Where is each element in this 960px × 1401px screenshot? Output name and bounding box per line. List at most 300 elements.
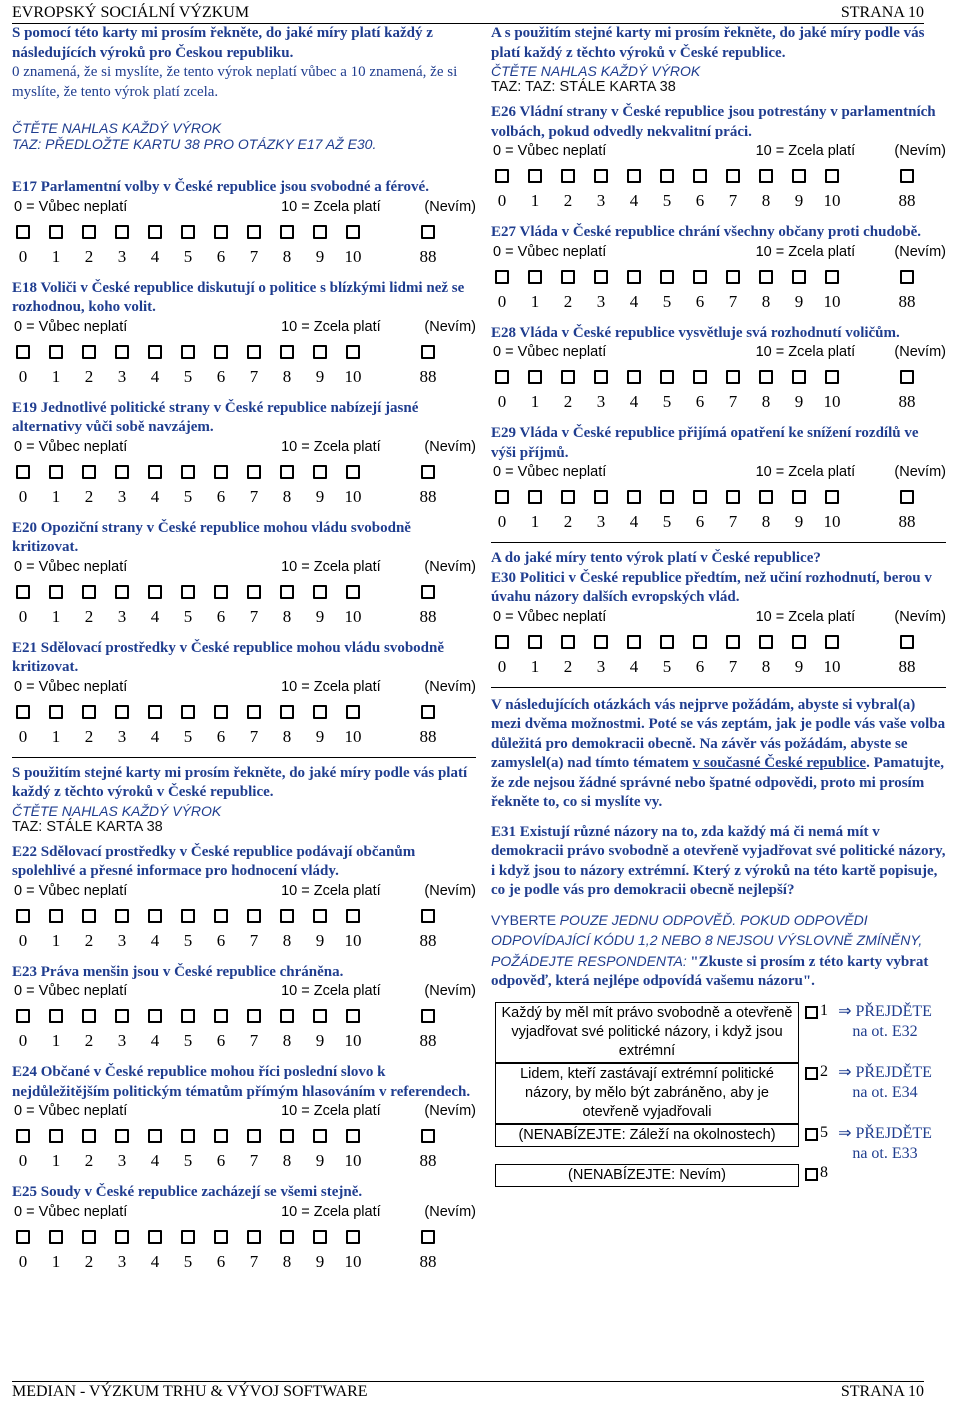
- checkbox-icon[interactable]: [726, 370, 740, 384]
- checkbox-icon[interactable]: [825, 169, 839, 183]
- checkbox-icon[interactable]: [693, 270, 707, 284]
- checkbox-icon[interactable]: [561, 490, 575, 504]
- scale-option-8[interactable]: [755, 163, 777, 211]
- checkbox-icon[interactable]: [115, 1129, 129, 1143]
- response-code[interactable]: [799, 1002, 835, 1020]
- checkbox-icon[interactable]: [660, 635, 674, 649]
- checkbox-icon[interactable]: [561, 635, 575, 649]
- scale-option-9[interactable]: [309, 219, 331, 267]
- scale-option-4[interactable]: [144, 1123, 166, 1171]
- checkbox-icon[interactable]: [115, 345, 129, 359]
- checkbox-icon[interactable]: [627, 370, 641, 384]
- scale-option-1[interactable]: [45, 699, 67, 747]
- checkbox-icon[interactable]: [693, 490, 707, 504]
- checkbox-icon[interactable]: [82, 1230, 96, 1244]
- checkbox-icon[interactable]: [660, 370, 674, 384]
- checkbox-icon[interactable]: [495, 270, 509, 284]
- scale-option-5[interactable]: [177, 1224, 199, 1272]
- scale-option-3[interactable]: [590, 484, 612, 532]
- scale-option-0[interactable]: [491, 364, 513, 412]
- scale-option-2[interactable]: [78, 1123, 100, 1171]
- checkbox-icon[interactable]: [16, 1009, 30, 1023]
- checkbox-icon[interactable]: [148, 465, 162, 479]
- scale-option-8[interactable]: [755, 484, 777, 532]
- checkbox-icon[interactable]: [214, 345, 228, 359]
- checkbox-icon[interactable]: [313, 705, 327, 719]
- checkbox-icon[interactable]: [660, 490, 674, 504]
- checkbox-icon[interactable]: [115, 585, 129, 599]
- checkbox-icon[interactable]: [214, 225, 228, 239]
- checkbox-icon[interactable]: [594, 635, 608, 649]
- checkbox-icon[interactable]: [280, 1009, 294, 1023]
- checkbox-icon[interactable]: [346, 345, 360, 359]
- checkbox-icon[interactable]: [148, 585, 162, 599]
- checkbox-icon[interactable]: [594, 370, 608, 384]
- checkbox-icon[interactable]: [214, 1009, 228, 1023]
- scale-option-0[interactable]: [491, 629, 513, 677]
- checkbox-icon[interactable]: [115, 909, 129, 923]
- scale-option-6[interactable]: [210, 579, 232, 627]
- scale-option-2[interactable]: [557, 163, 579, 211]
- checkbox-icon[interactable]: [181, 1230, 195, 1244]
- scale-option-4[interactable]: [144, 1224, 166, 1272]
- checkbox-icon[interactable]: [421, 225, 435, 239]
- scale-option-3[interactable]: [111, 1224, 133, 1272]
- response-row[interactable]: [495, 1002, 946, 1063]
- scale-option-10[interactable]: [821, 163, 843, 211]
- checkbox-icon[interactable]: [627, 169, 641, 183]
- scale-option-5[interactable]: [656, 163, 678, 211]
- checkbox-icon[interactable]: [214, 465, 228, 479]
- scale-option-9[interactable]: [309, 459, 331, 507]
- scale-option-4[interactable]: [144, 579, 166, 627]
- checkbox-icon[interactable]: [561, 169, 575, 183]
- checkbox-icon[interactable]: [759, 270, 773, 284]
- checkbox-icon[interactable]: [561, 270, 575, 284]
- checkbox-icon[interactable]: [825, 370, 839, 384]
- checkbox-icon[interactable]: [16, 465, 30, 479]
- checkbox-icon[interactable]: [181, 225, 195, 239]
- scale-option-5[interactable]: [177, 1123, 199, 1171]
- scale-option-10[interactable]: [821, 364, 843, 412]
- scale-option-1[interactable]: [524, 629, 546, 677]
- scale-option-3[interactable]: [111, 1123, 133, 1171]
- scale-option-88[interactable]: [896, 264, 918, 312]
- scale-option-0[interactable]: [12, 1003, 34, 1051]
- checkbox-icon[interactable]: [247, 1230, 261, 1244]
- scale-option-2[interactable]: [557, 264, 579, 312]
- checkbox-icon[interactable]: [660, 169, 674, 183]
- checkbox-icon[interactable]: [313, 585, 327, 599]
- scale-option-1[interactable]: [45, 579, 67, 627]
- checkbox-icon[interactable]: [115, 225, 129, 239]
- checkbox-icon[interactable]: [181, 1129, 195, 1143]
- scale-option-0[interactable]: [12, 339, 34, 387]
- checkbox-icon[interactable]: [421, 345, 435, 359]
- checkbox-icon[interactable]: [49, 1230, 63, 1244]
- checkbox-icon[interactable]: [16, 1230, 30, 1244]
- checkbox-icon[interactable]: [421, 585, 435, 599]
- checkbox-icon[interactable]: [82, 909, 96, 923]
- checkbox-icon[interactable]: [280, 705, 294, 719]
- checkbox-icon[interactable]: [495, 635, 509, 649]
- response-row[interactable]: [495, 1164, 946, 1187]
- checkbox-icon[interactable]: [16, 705, 30, 719]
- scale-option-6[interactable]: [689, 484, 711, 532]
- scale-option-1[interactable]: [45, 459, 67, 507]
- checkbox-icon[interactable]: [16, 225, 30, 239]
- scale-option-3[interactable]: [111, 579, 133, 627]
- scale-option-0[interactable]: [491, 264, 513, 312]
- scale-option-8[interactable]: [276, 1003, 298, 1051]
- checkbox-icon[interactable]: [148, 909, 162, 923]
- checkbox-icon[interactable]: [49, 909, 63, 923]
- checkbox-icon[interactable]: [627, 270, 641, 284]
- scale-option-2[interactable]: [78, 903, 100, 951]
- scale-option-5[interactable]: [656, 264, 678, 312]
- scale-option-2[interactable]: [557, 364, 579, 412]
- scale-option-0[interactable]: [12, 1123, 34, 1171]
- checkbox-icon[interactable]: [247, 909, 261, 923]
- checkbox-icon[interactable]: [313, 465, 327, 479]
- scale-option-6[interactable]: [210, 1003, 232, 1051]
- response-code[interactable]: [799, 1063, 835, 1081]
- scale-option-2[interactable]: [557, 484, 579, 532]
- checkbox-icon[interactable]: [805, 1006, 818, 1019]
- checkbox-icon[interactable]: [528, 490, 542, 504]
- scale-option-1[interactable]: [524, 163, 546, 211]
- checkbox-icon[interactable]: [82, 705, 96, 719]
- scale-option-9[interactable]: [309, 903, 331, 951]
- scale-option-7[interactable]: [722, 163, 744, 211]
- scale-option-0[interactable]: [491, 163, 513, 211]
- checkbox-icon[interactable]: [313, 345, 327, 359]
- scale-option-1[interactable]: [45, 219, 67, 267]
- scale-option-10[interactable]: [342, 1123, 364, 1171]
- scale-option-8[interactable]: [276, 699, 298, 747]
- checkbox-icon[interactable]: [16, 345, 30, 359]
- scale-option-7[interactable]: [722, 264, 744, 312]
- checkbox-icon[interactable]: [247, 345, 261, 359]
- scale-option-0[interactable]: [12, 1224, 34, 1272]
- scale-option-7[interactable]: [243, 699, 265, 747]
- scale-option-2[interactable]: [78, 699, 100, 747]
- checkbox-icon[interactable]: [792, 635, 806, 649]
- scale-option-4[interactable]: [623, 364, 645, 412]
- checkbox-icon[interactable]: [346, 1129, 360, 1143]
- scale-option-8[interactable]: [755, 629, 777, 677]
- checkbox-icon[interactable]: [900, 270, 914, 284]
- scale-option-5[interactable]: [177, 339, 199, 387]
- checkbox-icon[interactable]: [148, 1009, 162, 1023]
- scale-option-1[interactable]: [45, 1003, 67, 1051]
- scale-option-10[interactable]: [342, 1003, 364, 1051]
- scale-option-4[interactable]: [144, 903, 166, 951]
- scale-option-1[interactable]: [524, 484, 546, 532]
- checkbox-icon[interactable]: [148, 225, 162, 239]
- checkbox-icon[interactable]: [16, 585, 30, 599]
- checkbox-icon[interactable]: [900, 370, 914, 384]
- checkbox-icon[interactable]: [115, 465, 129, 479]
- checkbox-icon[interactable]: [346, 225, 360, 239]
- scale-option-88[interactable]: [417, 219, 439, 267]
- scale-option-3[interactable]: [590, 364, 612, 412]
- scale-option-1[interactable]: [45, 339, 67, 387]
- scale-option-9[interactable]: [309, 1123, 331, 1171]
- checkbox-icon[interactable]: [528, 370, 542, 384]
- checkbox-icon[interactable]: [82, 1129, 96, 1143]
- checkbox-icon[interactable]: [280, 909, 294, 923]
- scale-option-3[interactable]: [111, 339, 133, 387]
- checkbox-icon[interactable]: [805, 1168, 818, 1181]
- scale-option-7[interactable]: [243, 219, 265, 267]
- checkbox-icon[interactable]: [346, 909, 360, 923]
- checkbox-icon[interactable]: [759, 635, 773, 649]
- scale-option-10[interactable]: [342, 1224, 364, 1272]
- scale-option-0[interactable]: [491, 484, 513, 532]
- scale-option-6[interactable]: [689, 364, 711, 412]
- checkbox-icon[interactable]: [148, 705, 162, 719]
- scale-option-0[interactable]: [12, 903, 34, 951]
- checkbox-icon[interactable]: [49, 1009, 63, 1023]
- scale-option-1[interactable]: [45, 1224, 67, 1272]
- checkbox-icon[interactable]: [594, 490, 608, 504]
- checkbox-icon[interactable]: [49, 225, 63, 239]
- checkbox-icon[interactable]: [49, 705, 63, 719]
- scale-option-88[interactable]: [896, 364, 918, 412]
- scale-option-5[interactable]: [177, 699, 199, 747]
- scale-option-88[interactable]: [417, 1224, 439, 1272]
- checkbox-icon[interactable]: [49, 1129, 63, 1143]
- checkbox-icon[interactable]: [148, 345, 162, 359]
- scale-option-0[interactable]: [12, 459, 34, 507]
- scale-option-0[interactable]: [12, 579, 34, 627]
- scale-option-9[interactable]: [788, 264, 810, 312]
- scale-option-8[interactable]: [276, 219, 298, 267]
- checkbox-icon[interactable]: [759, 169, 773, 183]
- checkbox-icon[interactable]: [805, 1128, 818, 1141]
- checkbox-icon[interactable]: [421, 705, 435, 719]
- scale-option-6[interactable]: [210, 1123, 232, 1171]
- scale-option-9[interactable]: [788, 364, 810, 412]
- scale-option-88[interactable]: [417, 339, 439, 387]
- scale-option-7[interactable]: [243, 903, 265, 951]
- scale-option-8[interactable]: [755, 364, 777, 412]
- scale-option-8[interactable]: [755, 264, 777, 312]
- checkbox-icon[interactable]: [115, 1009, 129, 1023]
- scale-option-10[interactable]: [342, 903, 364, 951]
- checkbox-icon[interactable]: [16, 909, 30, 923]
- checkbox-icon[interactable]: [313, 1230, 327, 1244]
- scale-option-8[interactable]: [276, 579, 298, 627]
- scale-option-2[interactable]: [78, 579, 100, 627]
- checkbox-icon[interactable]: [115, 1230, 129, 1244]
- scale-option-7[interactable]: [243, 1123, 265, 1171]
- scale-option-2[interactable]: [78, 1224, 100, 1272]
- scale-option-1[interactable]: [524, 264, 546, 312]
- checkbox-icon[interactable]: [148, 1129, 162, 1143]
- checkbox-icon[interactable]: [247, 225, 261, 239]
- scale-option-8[interactable]: [276, 903, 298, 951]
- checkbox-icon[interactable]: [214, 1129, 228, 1143]
- checkbox-icon[interactable]: [421, 1129, 435, 1143]
- checkbox-icon[interactable]: [825, 270, 839, 284]
- checkbox-icon[interactable]: [49, 585, 63, 599]
- checkbox-icon[interactable]: [528, 635, 542, 649]
- checkbox-icon[interactable]: [313, 1009, 327, 1023]
- checkbox-icon[interactable]: [900, 490, 914, 504]
- scale-option-88[interactable]: [417, 579, 439, 627]
- scale-option-9[interactable]: [309, 579, 331, 627]
- checkbox-icon[interactable]: [528, 270, 542, 284]
- checkbox-icon[interactable]: [181, 909, 195, 923]
- checkbox-icon[interactable]: [495, 370, 509, 384]
- scale-option-9[interactable]: [788, 163, 810, 211]
- scale-option-2[interactable]: [557, 629, 579, 677]
- scale-option-8[interactable]: [276, 339, 298, 387]
- scale-option-10[interactable]: [821, 629, 843, 677]
- scale-option-3[interactable]: [111, 903, 133, 951]
- checkbox-icon[interactable]: [495, 490, 509, 504]
- checkbox-icon[interactable]: [313, 909, 327, 923]
- scale-option-2[interactable]: [78, 1003, 100, 1051]
- checkbox-icon[interactable]: [115, 705, 129, 719]
- scale-option-0[interactable]: [12, 219, 34, 267]
- scale-option-9[interactable]: [309, 339, 331, 387]
- scale-option-4[interactable]: [144, 1003, 166, 1051]
- checkbox-icon[interactable]: [421, 1230, 435, 1244]
- checkbox-icon[interactable]: [825, 490, 839, 504]
- checkbox-icon[interactable]: [792, 370, 806, 384]
- scale-option-9[interactable]: [788, 484, 810, 532]
- checkbox-icon[interactable]: [247, 585, 261, 599]
- checkbox-icon[interactable]: [214, 585, 228, 599]
- scale-option-9[interactable]: [309, 1224, 331, 1272]
- scale-option-88[interactable]: [896, 163, 918, 211]
- scale-option-5[interactable]: [177, 219, 199, 267]
- scale-option-10[interactable]: [342, 219, 364, 267]
- scale-option-1[interactable]: [45, 903, 67, 951]
- scale-option-8[interactable]: [276, 1224, 298, 1272]
- checkbox-icon[interactable]: [280, 345, 294, 359]
- scale-option-5[interactable]: [177, 579, 199, 627]
- scale-option-88[interactable]: [417, 1003, 439, 1051]
- checkbox-icon[interactable]: [627, 635, 641, 649]
- scale-option-2[interactable]: [78, 219, 100, 267]
- checkbox-icon[interactable]: [792, 490, 806, 504]
- scale-option-5[interactable]: [656, 364, 678, 412]
- checkbox-icon[interactable]: [16, 1129, 30, 1143]
- checkbox-icon[interactable]: [421, 909, 435, 923]
- checkbox-icon[interactable]: [900, 169, 914, 183]
- checkbox-icon[interactable]: [247, 705, 261, 719]
- checkbox-icon[interactable]: [247, 465, 261, 479]
- scale-option-8[interactable]: [276, 459, 298, 507]
- checkbox-icon[interactable]: [495, 169, 509, 183]
- checkbox-icon[interactable]: [181, 1009, 195, 1023]
- scale-option-7[interactable]: [243, 459, 265, 507]
- checkbox-icon[interactable]: [693, 169, 707, 183]
- scale-option-5[interactable]: [177, 1003, 199, 1051]
- scale-option-4[interactable]: [144, 339, 166, 387]
- scale-option-6[interactable]: [210, 219, 232, 267]
- scale-option-4[interactable]: [623, 629, 645, 677]
- checkbox-icon[interactable]: [594, 270, 608, 284]
- scale-option-4[interactable]: [144, 219, 166, 267]
- checkbox-icon[interactable]: [313, 225, 327, 239]
- checkbox-icon[interactable]: [82, 1009, 96, 1023]
- checkbox-icon[interactable]: [561, 370, 575, 384]
- scale-option-5[interactable]: [177, 903, 199, 951]
- scale-option-88[interactable]: [896, 484, 918, 532]
- scale-option-2[interactable]: [78, 459, 100, 507]
- scale-option-6[interactable]: [689, 163, 711, 211]
- scale-option-6[interactable]: [210, 903, 232, 951]
- scale-option-6[interactable]: [210, 1224, 232, 1272]
- checkbox-icon[interactable]: [82, 225, 96, 239]
- checkbox-icon[interactable]: [313, 1129, 327, 1143]
- scale-option-88[interactable]: [896, 629, 918, 677]
- scale-option-3[interactable]: [590, 264, 612, 312]
- response-code[interactable]: [799, 1164, 835, 1182]
- checkbox-icon[interactable]: [693, 370, 707, 384]
- scale-option-2[interactable]: [78, 339, 100, 387]
- scale-option-10[interactable]: [342, 579, 364, 627]
- checkbox-icon[interactable]: [214, 909, 228, 923]
- checkbox-icon[interactable]: [421, 465, 435, 479]
- checkbox-icon[interactable]: [900, 635, 914, 649]
- checkbox-icon[interactable]: [280, 465, 294, 479]
- scale-option-7[interactable]: [722, 364, 744, 412]
- scale-option-10[interactable]: [821, 264, 843, 312]
- checkbox-icon[interactable]: [726, 635, 740, 649]
- scale-option-9[interactable]: [309, 699, 331, 747]
- checkbox-icon[interactable]: [726, 270, 740, 284]
- checkbox-icon[interactable]: [346, 705, 360, 719]
- scale-option-10[interactable]: [821, 484, 843, 532]
- scale-option-5[interactable]: [656, 484, 678, 532]
- checkbox-icon[interactable]: [148, 1230, 162, 1244]
- scale-option-10[interactable]: [342, 459, 364, 507]
- scale-option-88[interactable]: [417, 699, 439, 747]
- checkbox-icon[interactable]: [181, 705, 195, 719]
- scale-option-9[interactable]: [788, 629, 810, 677]
- scale-option-0[interactable]: [12, 699, 34, 747]
- checkbox-icon[interactable]: [792, 270, 806, 284]
- scale-option-1[interactable]: [524, 364, 546, 412]
- checkbox-icon[interactable]: [214, 705, 228, 719]
- response-row[interactable]: [495, 1124, 946, 1164]
- checkbox-icon[interactable]: [49, 465, 63, 479]
- checkbox-icon[interactable]: [528, 169, 542, 183]
- scale-option-7[interactable]: [243, 1003, 265, 1051]
- scale-option-3[interactable]: [111, 1003, 133, 1051]
- scale-option-88[interactable]: [417, 459, 439, 507]
- checkbox-icon[interactable]: [181, 345, 195, 359]
- scale-option-7[interactable]: [722, 484, 744, 532]
- checkbox-icon[interactable]: [792, 169, 806, 183]
- checkbox-icon[interactable]: [759, 490, 773, 504]
- scale-option-5[interactable]: [656, 629, 678, 677]
- checkbox-icon[interactable]: [726, 490, 740, 504]
- scale-option-4[interactable]: [623, 163, 645, 211]
- checkbox-icon[interactable]: [421, 1009, 435, 1023]
- scale-option-88[interactable]: [417, 1123, 439, 1171]
- checkbox-icon[interactable]: [49, 345, 63, 359]
- scale-option-3[interactable]: [590, 629, 612, 677]
- scale-option-6[interactable]: [689, 629, 711, 677]
- scale-option-6[interactable]: [210, 699, 232, 747]
